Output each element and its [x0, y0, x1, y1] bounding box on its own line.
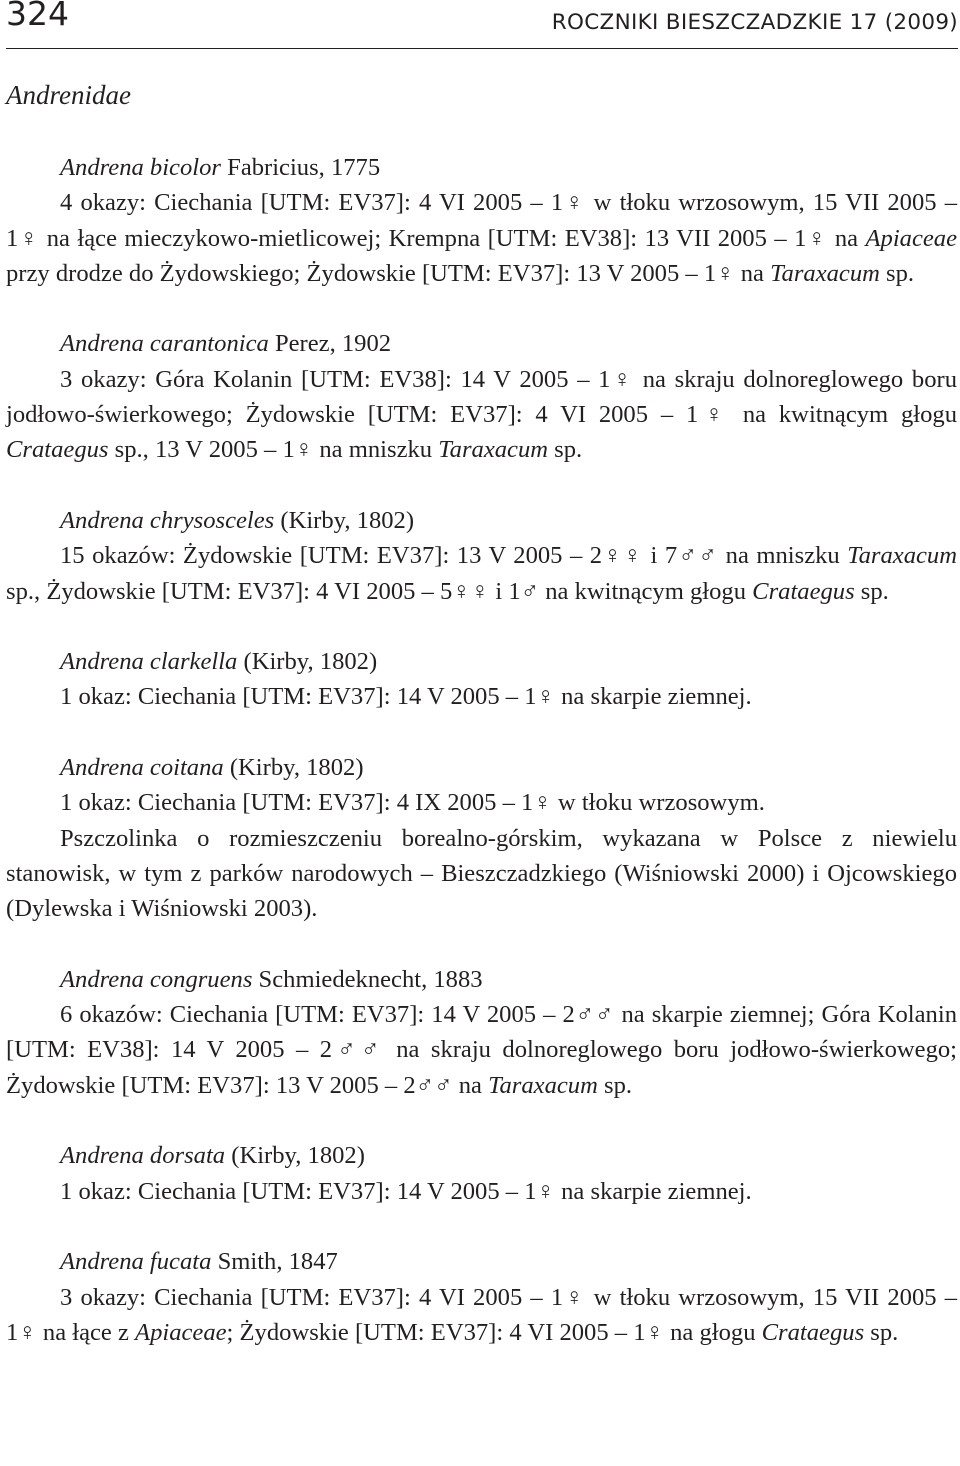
species-author: Schmiedeknecht, 1883 [258, 965, 483, 993]
species-name: Andrena chrysosceles [60, 506, 275, 534]
species-name: Andrena congruens [60, 965, 253, 993]
page-number: 324 [6, 0, 69, 33]
species-entry [6, 503, 957, 609]
species-title [6, 150, 957, 185]
species-record: 1 okaz: Ciechania [UTM: EV37]: 14 V 2005 – 1♀ na skarpie ziemnej. [60, 1177, 752, 1205]
species-note: Pszczolinka o rozmieszczeniu borealno-górskim, wykazana w Polsce z niewielu stanowisk, w tym z parków narodowych – Bieszczadzkiego (Wiśniowski 2000) i Ojcowskiego (Dylewska i Wiśniowski 2003). [6, 824, 957, 923]
species-entry [6, 962, 957, 1103]
species-title [6, 1138, 957, 1173]
species-entry [6, 150, 957, 291]
species-title [6, 326, 957, 361]
species-entry [6, 644, 957, 715]
species-record: 6 okazów: Ciechania [UTM: EV37]: 14 V 2005 – 2♂♂ na skarpie ziemnej; Góra Kolanin [UTM: EV38]: 14 V 2005 – 2♂♂ na skraju dolnoreglowego boru jodłowo-świerkowego; Żydowskie [UTM: EV37]: 13 V 2005 – 2♂♂ na Taraxacum sp. [6, 1001, 957, 1099]
species-name: Andrena dorsata [60, 1142, 226, 1170]
species-name: Andrena carantonica [60, 330, 269, 358]
species-list [6, 150, 957, 1385]
species-name: Andrena bicolor [60, 154, 221, 181]
species-record: 15 okazów: Żydowskie [UTM: EV37]: 13 V 2005 – 2♀♀ i 7♂♂ na mniszku Taraxacum sp., Żydowskie [UTM: EV37]: 4 VI 2005 – 5♀♀ i 1♂ na kwitnącym głogu Crataegus sp. [6, 542, 957, 605]
species-record: 4 okazy: Ciechania [UTM: EV37]: 4 VI 2005 – 1♀ w tłoku wrzosowym, 15 VII 2005 – 1♀ na łące mieczykowo-mietlicowej; Krempna [UTM: EV38]: 13 VII 2005 – 1♀ na Apiaceae przy drodze do Żydowskiego; Żydowskie [UTM: EV37]: 13 V 2005 – 1♀ na Taraxacum sp. [6, 189, 957, 287]
species-name: Andrena fucata [60, 1248, 212, 1276]
species-record: 1 okaz: Ciechania [UTM: EV37]: 4 IX 2005 – 1♀ w tłoku wrzosowym. [60, 789, 765, 817]
species-title [6, 503, 957, 538]
species-entry [6, 326, 957, 467]
species-title [6, 1244, 957, 1279]
species-author: Smith, 1847 [217, 1248, 338, 1276]
species-record: 3 okazy: Ciechania [UTM: EV37]: 4 VI 2005 – 1♀ w tłoku wrzosowym, 15 VII 2005 – 1♀ na łące z Apiaceae; Żydowskie [UTM: EV37]: 4 VI 2005 – 1♀ na głogu Crataegus sp. [6, 1283, 957, 1346]
species-author: (Kirby, 1802) [231, 1142, 365, 1170]
species-record: 1 okaz: Ciechania [UTM: EV37]: 14 V 2005 – 1♀ na skarpie ziemnej. [60, 683, 752, 711]
species-author: Perez, 1902 [274, 330, 392, 358]
species-author: (Kirby, 1802) [280, 506, 415, 534]
species-name: Andrena clarkella [60, 648, 238, 676]
species-title [6, 962, 957, 997]
species-entry [6, 1138, 957, 1209]
species-record: 3 okazy: Góra Kolanin [UTM: EV38]: 14 V 2005 – 1♀ na skraju dolnoreglowego boru jodłowo-świerkowego; Żydowskie [UTM: EV37]: 4 VI 2005 – 1♀ na kwitnącym głogu Crataegus sp., 13 V 2005 – 1♀ na mniszku Taraxacum sp. [6, 365, 957, 464]
species-author: (Kirby, 1802) [243, 648, 378, 676]
journal-title: ROCZNIKI BIESZCZADZKIE 17 (2009) [551, 10, 958, 35]
species-entry [6, 1244, 957, 1350]
page-header [6, 0, 958, 49]
species-author: (Kirby, 1802) [229, 754, 364, 782]
species-title [6, 750, 957, 785]
species-author: Fabricius, 1775 [227, 154, 381, 181]
species-name: Andrena coitana [60, 754, 224, 782]
species-title [6, 644, 957, 679]
family-heading: Andrenidae [6, 80, 131, 110]
species-entry [6, 750, 957, 926]
